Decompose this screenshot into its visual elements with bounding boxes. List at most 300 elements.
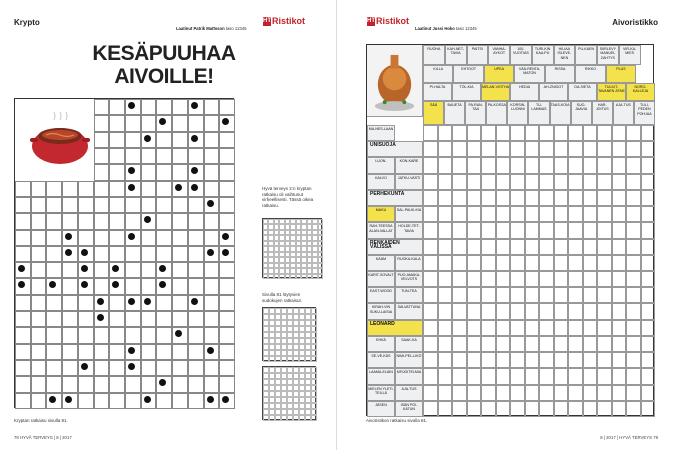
krypto-cell[interactable] [94,99,110,115]
answer-cell[interactable] [496,125,511,141]
answer-cell[interactable] [496,368,511,384]
krypto-cell[interactable] [62,262,78,278]
answer-cell[interactable] [583,206,598,222]
krypto-cell[interactable] [94,115,110,131]
answer-cell[interactable] [496,336,511,352]
answer-cell[interactable] [423,303,438,319]
krypto-cell[interactable] [78,311,94,327]
krypto-cell[interactable] [15,246,31,262]
krypto-cell[interactable] [204,132,220,148]
krypto-cell[interactable] [62,213,78,229]
krypto-cell[interactable] [31,376,47,392]
answer-cell[interactable] [583,157,598,173]
answer-cell[interactable] [539,190,554,206]
answer-cell[interactable] [641,141,656,157]
krypto-cell[interactable] [204,148,220,164]
krypto-cell[interactable] [125,344,141,360]
answer-cell[interactable] [496,206,511,222]
answer-cell[interactable] [496,401,511,417]
krypto-cell[interactable] [94,327,110,343]
answer-cell[interactable] [568,303,583,319]
krypto-cell[interactable] [188,278,204,294]
answer-cell[interactable] [539,174,554,190]
krypto-cell[interactable] [172,278,188,294]
answer-cell[interactable] [612,336,627,352]
answer-cell[interactable] [452,336,467,352]
answer-cell[interactable] [539,385,554,401]
answer-cell[interactable] [597,141,612,157]
answer-cell[interactable] [452,239,467,255]
answer-cell[interactable] [641,287,656,303]
answer-cell[interactable] [583,141,598,157]
answer-cell[interactable] [481,368,496,384]
answer-cell[interactable] [467,303,482,319]
krypto-cell[interactable] [156,262,172,278]
answer-cell[interactable] [423,271,438,287]
answer-cell[interactable] [510,190,525,206]
answer-cell[interactable] [481,206,496,222]
answer-cell[interactable] [467,352,482,368]
answer-cell[interactable] [525,336,540,352]
krypto-cell[interactable] [78,230,94,246]
answer-cell[interactable] [626,352,641,368]
krypto-cell[interactable] [109,99,125,115]
answer-cell[interactable] [626,206,641,222]
answer-cell[interactable] [568,125,583,141]
answer-cell[interactable] [423,206,438,222]
answer-cell[interactable] [626,174,641,190]
krypto-cell[interactable] [109,311,125,327]
answer-cell[interactable] [612,303,627,319]
answer-cell[interactable] [423,401,438,417]
answer-cell[interactable] [510,271,525,287]
answer-cell[interactable] [467,125,482,141]
krypto-cell[interactable] [219,148,235,164]
answer-cell[interactable] [641,352,656,368]
answer-cell[interactable] [525,190,540,206]
answer-cell[interactable] [452,303,467,319]
answer-cell[interactable] [481,401,496,417]
answer-cell[interactable] [510,336,525,352]
answer-cell[interactable] [583,271,598,287]
krypto-cell[interactable] [94,148,110,164]
krypto-cell[interactable] [94,393,110,409]
answer-cell[interactable] [612,125,627,141]
krypto-cell[interactable] [172,181,188,197]
krypto-cell[interactable] [156,344,172,360]
answer-cell[interactable] [554,401,569,417]
krypto-cell[interactable] [125,376,141,392]
krypto-cell[interactable] [109,262,125,278]
answer-cell[interactable] [525,206,540,222]
answer-cell[interactable] [583,336,598,352]
krypto-cell[interactable] [172,197,188,213]
answer-cell[interactable] [467,271,482,287]
answer-cell[interactable] [423,255,438,271]
krypto-cell[interactable] [46,327,62,343]
answer-cell[interactable] [641,320,656,336]
answer-cell[interactable] [612,141,627,157]
krypto-cell[interactable] [172,311,188,327]
answer-cell[interactable] [641,190,656,206]
answer-cell[interactable] [423,190,438,206]
krypto-cell[interactable] [219,99,235,115]
answer-cell[interactable] [539,255,554,271]
answer-cell[interactable] [583,239,598,255]
krypto-cell[interactable] [15,344,31,360]
answer-cell[interactable] [496,303,511,319]
krypto-cell[interactable] [125,246,141,262]
answer-cell[interactable] [583,385,598,401]
krypto-cell[interactable] [31,181,47,197]
answer-cell[interactable] [641,206,656,222]
krypto-cell[interactable] [219,132,235,148]
answer-cell[interactable] [423,320,438,336]
answer-cell[interactable] [626,303,641,319]
answer-cell[interactable] [452,174,467,190]
krypto-cell[interactable] [109,164,125,180]
answer-cell[interactable] [510,125,525,141]
krypto-cell[interactable] [94,360,110,376]
answer-cell[interactable] [481,174,496,190]
krypto-cell[interactable] [204,393,220,409]
answer-cell[interactable] [496,385,511,401]
answer-cell[interactable] [510,352,525,368]
krypto-cell[interactable] [204,311,220,327]
answer-cell[interactable] [626,385,641,401]
krypto-cell[interactable] [46,344,62,360]
answer-cell[interactable] [612,255,627,271]
krypto-cell[interactable] [62,344,78,360]
answer-cell[interactable] [583,174,598,190]
answer-cell[interactable] [554,352,569,368]
answer-cell[interactable] [597,287,612,303]
krypto-cell[interactable] [31,344,47,360]
krypto-cell[interactable] [204,360,220,376]
answer-cell[interactable] [510,303,525,319]
answer-cell[interactable] [568,222,583,238]
answer-cell[interactable] [452,222,467,238]
krypto-cell[interactable] [109,376,125,392]
krypto-cell[interactable] [188,344,204,360]
krypto-cell[interactable] [219,246,235,262]
krypto-cell[interactable] [188,246,204,262]
krypto-cell[interactable] [31,246,47,262]
krypto-cell[interactable] [109,132,125,148]
answer-cell[interactable] [496,255,511,271]
krypto-cell[interactable] [204,230,220,246]
krypto-cell[interactable] [141,393,157,409]
answer-cell[interactable] [496,157,511,173]
answer-cell[interactable] [568,190,583,206]
answer-cell[interactable] [438,401,453,417]
krypto-cell[interactable] [141,246,157,262]
answer-cell[interactable] [510,255,525,271]
krypto-cell[interactable] [219,213,235,229]
krypto-cell[interactable] [172,360,188,376]
krypto-cell[interactable] [204,344,220,360]
krypto-cell[interactable] [31,311,47,327]
krypto-cell[interactable] [15,327,31,343]
answer-cell[interactable] [423,174,438,190]
answer-cell[interactable] [554,174,569,190]
answer-cell[interactable] [612,401,627,417]
krypto-cell[interactable] [109,181,125,197]
krypto-cell[interactable] [141,148,157,164]
answer-cell[interactable] [626,287,641,303]
krypto-cell[interactable] [15,181,31,197]
krypto-cell[interactable] [156,360,172,376]
answer-cell[interactable] [554,157,569,173]
answer-cell[interactable] [467,157,482,173]
answer-cell[interactable] [554,141,569,157]
answer-cell[interactable] [510,368,525,384]
krypto-cell[interactable] [156,327,172,343]
krypto-cell[interactable] [78,295,94,311]
krypto-cell[interactable] [125,213,141,229]
answer-cell[interactable] [597,401,612,417]
answer-cell[interactable] [481,239,496,255]
krypto-cell[interactable] [141,360,157,376]
krypto-cell[interactable] [94,344,110,360]
krypto-cell[interactable] [172,327,188,343]
answer-cell[interactable] [641,303,656,319]
krypto-cell[interactable] [204,99,220,115]
krypto-cell[interactable] [188,181,204,197]
answer-cell[interactable] [467,239,482,255]
krypto-cell[interactable] [94,311,110,327]
krypto-cell[interactable] [141,327,157,343]
krypto-cell[interactable] [188,295,204,311]
answer-cell[interactable] [583,255,598,271]
answer-cell[interactable] [539,303,554,319]
answer-cell[interactable] [467,174,482,190]
answer-cell[interactable] [481,141,496,157]
answer-cell[interactable] [496,141,511,157]
answer-cell[interactable] [496,239,511,255]
answer-cell[interactable] [525,255,540,271]
krypto-cell[interactable] [15,393,31,409]
answer-cell[interactable] [525,401,540,417]
krypto-cell[interactable] [219,393,235,409]
krypto-cell[interactable] [62,311,78,327]
answer-cell[interactable] [525,271,540,287]
krypto-cell[interactable] [125,99,141,115]
answer-cell[interactable] [481,385,496,401]
krypto-cell[interactable] [109,230,125,246]
krypto-cell[interactable] [109,148,125,164]
answer-cell[interactable] [452,255,467,271]
krypto-cell[interactable] [219,164,235,180]
krypto-cell[interactable] [204,262,220,278]
krypto-cell[interactable] [219,115,235,131]
answer-cell[interactable] [554,303,569,319]
krypto-cell[interactable] [156,148,172,164]
answer-cell[interactable] [568,336,583,352]
krypto-cell[interactable] [15,360,31,376]
krypto-cell[interactable] [15,295,31,311]
answer-cell[interactable] [467,141,482,157]
answer-cell[interactable] [612,287,627,303]
answer-cell[interactable] [438,287,453,303]
answer-cell[interactable] [626,255,641,271]
answer-cell[interactable] [423,368,438,384]
answer-cell[interactable] [481,303,496,319]
answer-cell[interactable] [438,320,453,336]
answer-cell[interactable] [496,320,511,336]
krypto-cell[interactable] [219,181,235,197]
answer-cell[interactable] [539,206,554,222]
krypto-cell[interactable] [125,262,141,278]
answer-cell[interactable] [467,320,482,336]
answer-cell[interactable] [539,368,554,384]
answer-cell[interactable] [438,141,453,157]
answer-cell[interactable] [597,125,612,141]
answer-cell[interactable] [597,206,612,222]
answer-cell[interactable] [452,190,467,206]
krypto-cell[interactable] [94,295,110,311]
krypto-cell[interactable] [141,115,157,131]
krypto-cell[interactable] [188,360,204,376]
krypto-cell[interactable] [15,197,31,213]
answer-cell[interactable] [612,239,627,255]
krypto-cell[interactable] [156,295,172,311]
krypto-cell[interactable] [109,213,125,229]
krypto-cell[interactable] [78,213,94,229]
krypto-cell[interactable] [156,393,172,409]
krypto-cell[interactable] [109,246,125,262]
krypto-cell[interactable] [62,393,78,409]
krypto-cell[interactable] [46,393,62,409]
answer-cell[interactable] [452,206,467,222]
krypto-cell[interactable] [188,99,204,115]
answer-cell[interactable] [612,222,627,238]
answer-cell[interactable] [568,157,583,173]
answer-cell[interactable] [554,385,569,401]
krypto-cell[interactable] [188,327,204,343]
krypto-cell[interactable] [94,278,110,294]
krypto-cell[interactable] [156,164,172,180]
answer-cell[interactable] [597,239,612,255]
answer-cell[interactable] [612,174,627,190]
answer-cell[interactable] [481,190,496,206]
krypto-cell[interactable] [46,181,62,197]
krypto-cell[interactable] [46,278,62,294]
krypto-cell[interactable] [15,230,31,246]
answer-cell[interactable] [452,352,467,368]
answer-cell[interactable] [583,287,598,303]
krypto-cell[interactable] [204,197,220,213]
answer-cell[interactable] [438,222,453,238]
krypto-cell[interactable] [141,132,157,148]
answer-cell[interactable] [612,368,627,384]
krypto-cell[interactable] [109,197,125,213]
krypto-cell[interactable] [125,393,141,409]
krypto-cell[interactable] [94,213,110,229]
answer-cell[interactable] [525,303,540,319]
answer-cell[interactable] [568,239,583,255]
krypto-cell[interactable] [125,360,141,376]
krypto-cell[interactable] [219,311,235,327]
krypto-cell[interactable] [62,246,78,262]
krypto-cell[interactable] [204,181,220,197]
krypto-cell[interactable] [156,246,172,262]
answer-cell[interactable] [539,352,554,368]
krypto-cell[interactable] [31,197,47,213]
answer-cell[interactable] [423,352,438,368]
krypto-cell[interactable] [219,344,235,360]
krypto-cell[interactable] [62,295,78,311]
krypto-cell[interactable] [125,132,141,148]
answer-cell[interactable] [452,401,467,417]
krypto-cell[interactable] [31,262,47,278]
answer-cell[interactable] [583,222,598,238]
answer-cell[interactable] [612,157,627,173]
answer-cell[interactable] [583,320,598,336]
krypto-cell[interactable] [204,164,220,180]
answer-cell[interactable] [525,141,540,157]
krypto-cell[interactable] [219,278,235,294]
answer-cell[interactable] [641,368,656,384]
answer-cell[interactable] [583,352,598,368]
krypto-cell[interactable] [141,164,157,180]
krypto-cell[interactable] [141,181,157,197]
krypto-cell[interactable] [125,148,141,164]
krypto-cell[interactable] [15,311,31,327]
krypto-cell[interactable] [156,197,172,213]
answer-cell[interactable] [568,401,583,417]
krypto-cell[interactable] [125,311,141,327]
answer-cell[interactable] [568,352,583,368]
krypto-cell[interactable] [94,376,110,392]
krypto-cell[interactable] [219,197,235,213]
answer-cell[interactable] [481,222,496,238]
answer-cell[interactable] [626,157,641,173]
answer-cell[interactable] [641,222,656,238]
krypto-cell[interactable] [156,115,172,131]
answer-cell[interactable] [525,222,540,238]
answer-cell[interactable] [423,222,438,238]
answer-cell[interactable] [510,401,525,417]
answer-cell[interactable] [626,222,641,238]
answer-cell[interactable] [554,125,569,141]
krypto-cell[interactable] [204,278,220,294]
answer-cell[interactable] [597,157,612,173]
answer-cell[interactable] [626,320,641,336]
answer-cell[interactable] [597,174,612,190]
krypto-cell[interactable] [15,262,31,278]
answer-cell[interactable] [525,157,540,173]
krypto-cell[interactable] [204,376,220,392]
answer-cell[interactable] [438,206,453,222]
answer-cell[interactable] [510,385,525,401]
krypto-cell[interactable] [94,132,110,148]
answer-cell[interactable] [597,222,612,238]
krypto-cell[interactable] [172,99,188,115]
answer-cell[interactable] [597,190,612,206]
answer-cell[interactable] [568,368,583,384]
answer-cell[interactable] [496,222,511,238]
krypto-cell[interactable] [62,376,78,392]
krypto-cell[interactable] [78,181,94,197]
answer-cell[interactable] [626,336,641,352]
answer-cell[interactable] [481,157,496,173]
krypto-cell[interactable] [78,246,94,262]
krypto-cell[interactable] [125,327,141,343]
answer-cell[interactable] [568,320,583,336]
answer-cell[interactable] [568,141,583,157]
krypto-cell[interactable] [125,181,141,197]
